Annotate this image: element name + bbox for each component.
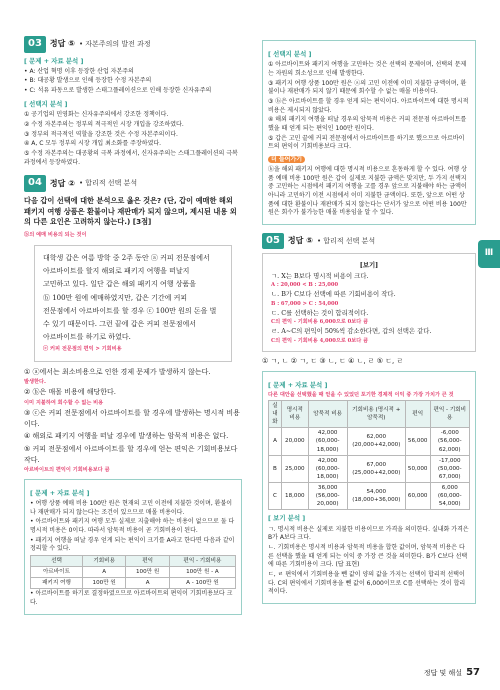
point: ⑤ 수정 자본주의는 대공황의 극복 과정에서, 신자유주의는 스태그플레이션의 극복 과정에서 등장하였다. [24,149,238,166]
annotation: ⓑ의 예매 비용의 되는 것이 [24,232,87,239]
table-cell: 6,000 (60,000-54,000) [430,482,470,509]
table-cell: 100만 원 - A [169,567,235,578]
topic: • 합리적 선택 분석 [78,179,138,188]
point: ③ 패키지 여행 상품 100만 원은 ⓐ의 고민 이전에 이미 지불한 금액이며, 환불이나 재판매가 되지 않기 때문에 회수할 수 없는 매몰 비용이다. [268,79,467,96]
question-number: 04 [24,175,46,192]
table-cell: 62,000 (20,000+42,000) [347,428,405,455]
annotation: C의 편익 - 기회비용 4,000으로 0보다 큼 [271,337,369,344]
table-row [269,482,470,509]
table-header: 편익 - 기회비용 [169,555,235,566]
annotation: 이미 지불하여 회수할 수 없는 비용 [24,399,104,406]
question-number: 05 [262,233,284,250]
footer-label: 정답 및 해설 [423,668,463,677]
table-cell: 36,000 (56,000-20,000) [308,482,347,509]
answer-label: 정답 ② [49,178,75,188]
table-cell: 20,000 [281,428,308,455]
options-box [262,253,476,352]
table-cell: 아르바이트 [31,567,83,578]
table-cell: 패키지 여행 [31,578,83,589]
scenario-line: 아르바이트를 할지 해외로 패키지 여행을 떠날지 [43,266,190,275]
table-header: 기회비용 [82,555,125,566]
point: • B: 대공황 발생으로 인해 등장한 수정 자본주의 [24,77,152,85]
point: • 아르바이트를 하기로 결정하였으므로 아르바이트의 편익이 기회비용보다 크다. [30,590,233,606]
choice-analysis-box [262,40,476,225]
point: • 아르바이트와 패키지 여행 모두 실제로 지출해야 하는 비용이 없으므로 둘 다 명시적 비용은 0이다. 따라서 암묵적 비용이 곧 기회비용이 된다. [30,518,235,534]
point: ⑤ 갑은 고민 끝에 커피 전문점에서 아르바이트를 하기로 했으므로 아르바이트의 편익이 기회비용보다 크다. [268,134,465,151]
table-cell: 60,000 [405,482,430,509]
option-line: ㄷ. C를 선택하는 것이 합리적이다. [271,308,369,317]
point: • 여행 상품 예매 비용 100만 원은 현재의 고민 이전에 지불한 것이며, 환불이나 재판매가 되지 않는다는 조건이 있으므로 매몰 비용이다. [30,499,233,516]
table-cell: A - 100만 원 [169,578,235,589]
table-header: 기회비용 (명시적 + 암묵적) [347,400,405,427]
choice: ③ ⓒ은 커피 전문점에서 아르바이트를 할 경우에 발생하는 명시적 비용이다. [24,409,240,429]
section-title: [ 문제 + 자료 분석 ] [268,381,328,390]
scenario-line: ⓑ 100만 원에 예매하였지만, 갑은 기간에 커피 [43,293,188,302]
point: • 패키지 여행을 떠날 경우 얻게 되는 편익이 크기를 A라고 한다면 다음과 같이 정리할 수 있다. [30,536,235,553]
table-cell: 56,000 [405,428,430,455]
analysis-box [24,479,242,615]
left-column [24,36,242,619]
option-line: ㄱ. X는 B보다 명시적 비용이 크다. [271,271,369,280]
section-title: [ 보기 분석 ] [268,514,306,523]
annotation: B : 67,000 > C : 54,000 [271,300,339,307]
table-header: 암묵적 비용 [308,400,347,427]
topic: • 합리적 선택 분석 [316,237,376,246]
table-header: 명시적 비용 [281,400,308,427]
table-row [269,428,470,455]
choice: ② ⓑ은 매몰 비용에 해당한다. [24,388,117,397]
q05-header [262,233,476,250]
scenario-line: 고민하고 있다. 일단 갑은 해외 패키지 여행 상품을 [43,280,197,289]
q03-header [24,36,242,53]
table-cell: 50,000 [405,455,430,482]
choice: ④ 해외로 패키지 여행을 떠날 경우에 발생하는 암묵적 비용은 없다. [24,432,229,441]
scenario-line: 아르바이트를 하기로 하였다. [43,333,131,342]
table-cell: 67,000 (25,000+42,000) [347,455,405,482]
table-header: 선택 [31,555,83,566]
question-stem: 다음 갑이 선택에 대한 분석으로 옳은 것은? (단, 갑이 예매한 해외 패키지 여행 상품은 환불이나 재판매가 되지 않으며, 제시된 내용 외의 다른 요인은 고려하지 않는다.) [3점] [24,195,237,227]
table-cell: 54,000 (18,000+36,000) [347,482,405,509]
point: ③ ⓑ은 아르바이트를 할 경우 얻게 되는 편익이다. 아르바이트에 대한 명시적 비용은 제시되지 않았다. [268,98,469,114]
table-row [31,567,236,578]
annotation: 아르바이트의 편익이 기회비용보다 큼 [24,467,110,473]
topic: • 자본주의의 발전 과정 [78,40,151,49]
point: ① 아르바이트와 패키지 여행을 고민하는 것은 선택의 문제이며, 선택의 문제는 자원의 희소성으로 인해 발생한다. [268,61,467,77]
chapter-tab: Ⅲ [478,240,500,268]
option-line: ㄴ. B가 C보다 선택에 따른 기회비용이 작다. [271,290,396,299]
table-cell: 42,000 (60,000-18,000) [308,428,347,455]
table-header: 편익 [405,400,430,427]
point: • A: 산업 혁명 이후 등장한 산업 자본주의 [24,67,134,75]
cost-table [268,400,470,510]
section-title: [ 선택지 분석 ] [24,99,68,108]
annotation: 발생한다. [24,378,47,385]
table-header: 편익 - 기회비용 [430,400,470,427]
table-row [269,455,470,482]
table-cell: 42,000 (60,000-18,000) [308,455,347,482]
point: ④ A, C 모두 정부의 시장 개입 최소화를 주장하였다. [24,140,162,148]
cost-table [30,555,236,589]
deep-dive-tag: 더 들어가기 [268,156,305,163]
point: ㄴ. 기회비용은 명시적 비용과 암묵적 비용을 합한 값이며, 암묵적 비용은 다른 선택을 했을 때 얻게 되는 이익 중 가장 큰 것을 의미한다. B가 C보다 선택에 따른 기회비용이 크다. (답 표현) [268,543,468,569]
table-cell: 25,000 [281,455,308,482]
table-cell: 100만 원 [82,578,125,589]
table-cell: -6,000 (56,000-62,000) [430,428,470,455]
box-title: [보기] [359,261,379,270]
table-header: 편익 [126,555,169,566]
table-cell: A [82,567,125,578]
scenario-box [34,245,232,362]
scenario-line: 대학생 갑은 여름 방학 중 2주 동안 ⓐ 커피 전문점에서 [43,253,210,262]
q04-header [24,175,242,192]
question-number: 03 [24,36,46,53]
choice: ⑤ 커피 전문점에서 아르바이트를 할 경우에 얻는 편익은 기회비용보다 작다. [24,444,238,464]
analysis-box [262,371,476,604]
table-row [31,578,236,589]
point: ② 수정 자본주의는 정부의 적극적인 시장 개입을 강조하였다. [24,120,184,128]
table-cell: 100만 원 [126,567,169,578]
choice: ① ⓐ에서는 최소비용으로 인한 경제 문제가 발생하지 않는다. [24,367,211,376]
deep-dive [268,156,470,218]
annotation: C의 편익 - 기회비용 6,000으로 0보다 큼 [271,319,369,326]
point: ④ 해외 패키지 여행을 떠날 경우의 암묵적 비용은 커피 전문점 아르바이트를 했을 때 얻게 되는 편익인 100만 원이다. [268,116,467,133]
section-title: [ 문제 + 자료 분석 ] [24,56,84,65]
right-column [262,36,476,608]
point: ㄱ. 명시적 비용은 실제로 지불한 비용이므로 가격을 의미한다. 실내화 가격은 B가 A보다 크다. [268,525,469,542]
annotation: ⓒ 커피 전문점의 편익 > 기회비용 [43,345,122,352]
scenario-line: 수 있기 때문이다. 그런 끝에 갑은 커피 전문점에서 [43,320,197,329]
answer-label: 정답 ⑤ [49,39,75,49]
point: ① 공기업의 민영화는 신자유주의에서 강조한 정책이다. [24,111,169,119]
table-cell: B [269,455,282,482]
table-cell: C [269,482,282,509]
table-cell: A [126,578,169,589]
page-number: 57 [466,666,480,678]
scenario-line: 전문점에서 아르바이트를 할 경우 ⓒ 100만 원의 돈을 벌 [43,306,217,315]
annotation: 다른 대안을 선택했을 때 얻을 수 있었던 포기한 경제적 이익 중 가장 가치가 큰 것 [268,392,454,399]
point: ㄷ, ㄹ 편익에서 기회비용을 뺀 값이 양의 값을 가지는 선택이 합리적 선택이다. C의 편익에서 기회비용을 뺀 값이 6,000이므로 C를 선택하는 것이 합리적이다. [268,571,466,596]
table-cell: A [269,428,282,455]
point: • C: 석유 파동으로 발생한 스태그플레이션으로 인해 등장한 신자유주의 [24,87,212,95]
deep-dive-text: ⓑ을 해외 패키지 여행에 대한 명시적 비용으로 혼동하게 할 수 있다. 여행 상품 예매 비용 100만 원은 갑이 실제로 지불한 금액은 맞지만, 두 가지 선택지 중 고민하는 시점에서 패키지 여행을 고를 경우 앞으로 지불해야 하는 금액이 아니라 고민하기 이전 시점에서 이미 지불한 금액이다. 또한, 앞으로 어떤 상품에 대한 환불이나 재판매가 되지 않는다는 단서가 앞으로 어떤 비용 100만 원은 회수가 불가능한 매몰 비용임을 알 수 있다. [268,165,467,217]
table-cell: 18,000 [281,482,308,509]
page-footer [424,666,480,681]
option-line: ㄹ. A~C의 편익이 50%씩 감소한다면, 갑의 선택은 같다. [271,327,432,336]
annotation: A : 20,000 < B : 25,000 [271,281,339,288]
table-header: 실내화 [269,400,282,427]
answer-options: ① ㄱ, ㄴ ② ㄱ, ㄷ ③ ㄴ, ㄷ ④ ㄴ, ㄹ ⑤ ㄷ, ㄹ [262,356,404,365]
answer-label: 정답 ⑤ [287,236,313,246]
point: ③ 정부의 적극적인 역할을 강조한 것은 수정 자본주의이다. [24,130,178,138]
section-title: [ 문제 + 자료 분석 ] [30,488,90,497]
table-cell: -17,000 (50,000-67,000) [430,455,470,482]
section-title: [ 선택지 분석 ] [268,50,312,58]
